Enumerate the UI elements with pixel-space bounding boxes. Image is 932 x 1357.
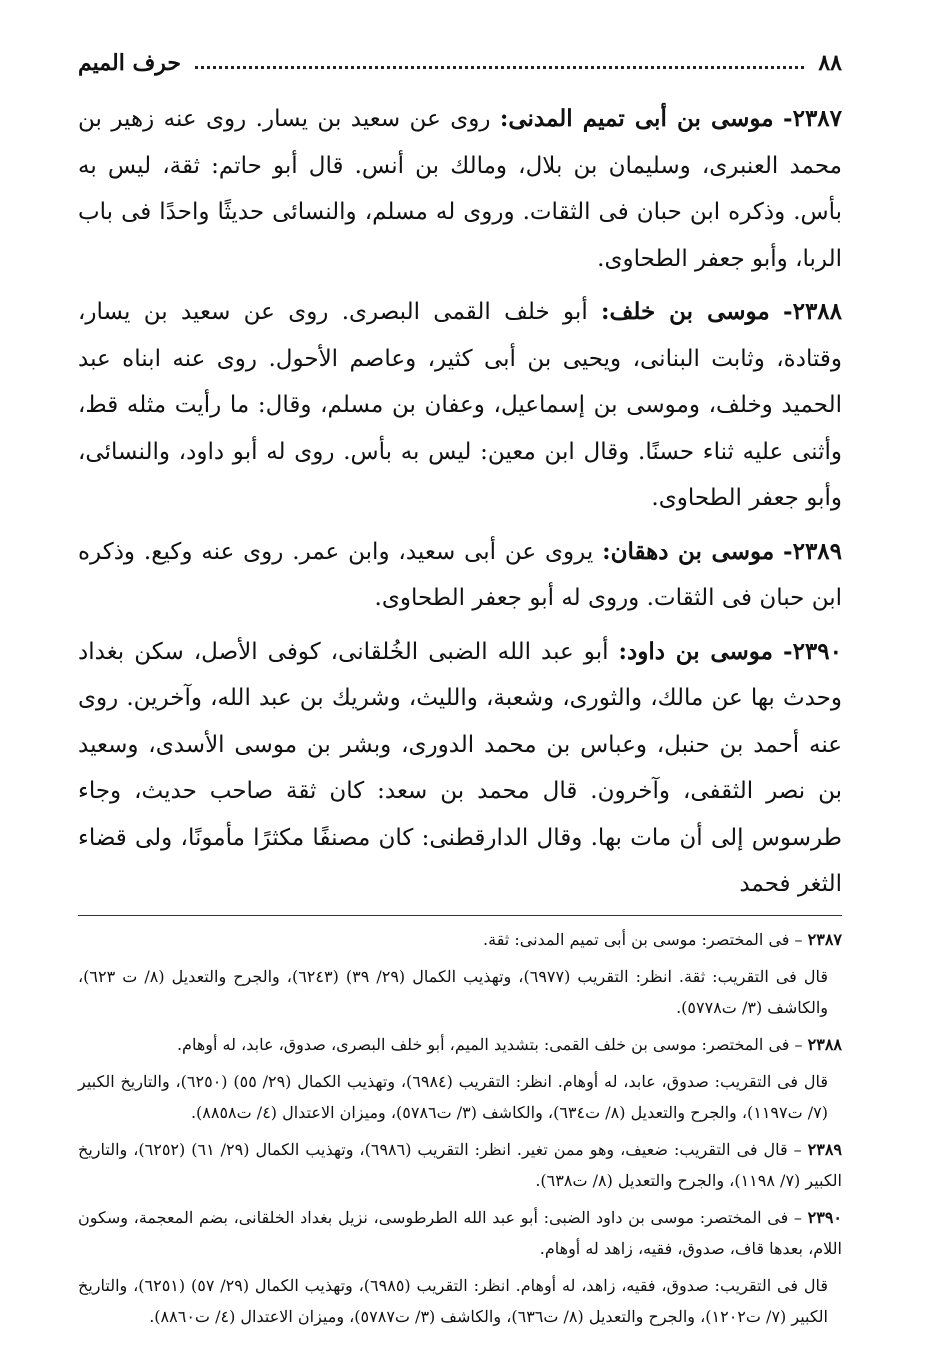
footnote-text: قال فى التقريب: ثقة. انظر: التقريب (٦٩٧٧)، وتهذيب الكمال (٢٩/ ٣٩) (٦٢٤٣)، والجرح والتعديل (٨/ ت ٦٢٣)، والكاشف (٣/ ت٥٧٧٨). — [78, 966, 829, 1017]
footnote-text: – فى المختصر: موسى بن خلف القمى: بتشديد الميم، أبو خلف البصرى، صدوق، عابد، له أوهام. — [176, 1034, 803, 1054]
footnote-2387 — [78, 924, 842, 955]
entries — [78, 96, 842, 908]
entry-2387 — [78, 96, 842, 282]
entry-headword: موسى بن خلف: — [601, 298, 770, 325]
footnote-2390-detail — [78, 1270, 842, 1332]
footnote-number: ٢٣٨٧ — [807, 929, 842, 949]
entry-number: ٢٣٨٩- — [783, 537, 843, 565]
page-number: ٨٨ — [818, 50, 842, 76]
entry-text: أبو عبد الله الضبى الخُلقانى، كوفى الأصل، سكن بغداد وحدث بها عن مالك، والثورى، وشعبة، والليث، وشريك بن عبد الله، وآخرين. روى عنه أحمد بن حنبل، وعباس بن محمد الدورى، وبشر بن موسى الأسدى، وسعيد بن نصر الثقفى، وآخرون. قال محمد بن سعد: كان ثقة صاحب حديث، وجاء طرسوس إلى أن مات بها. وقال الدارقطنى: كان مصنفًا مكثرًا مأمونًا، ولى قضاء الثغر فحمد — [78, 638, 842, 897]
section-title: حرف الميم — [78, 50, 182, 76]
footnote-text: – قال فى التقريب: ضعيف، وهو ممن تغير. انظر: التقريب (٦٩٨٦)، وتهذيب الكمال (٢٩/ ٦١) (٦٢٥٢)، والتاريخ الكبير (٧/ ١١٩٨)، والجرح والتعديل (٨/ ت٦٣٨). — [78, 1139, 842, 1190]
leader-dots — [195, 66, 804, 69]
running-head — [78, 40, 842, 82]
footnote-text: قال فى التقريب: صدوق، عابد، له أوهام. انظر: التقريب (٦٩٨٤)، وتهذيب الكمال (٢٩/ ٥٥) (٦٢٥٠)، والتاريخ الكبير (٧/ ت١١٩٧)، والجرح والتعديل (٨/ ت٦٣٤)، والكاشف (٣/ ت٥٧٨٦)، وميزان الاعتدال (٤/ ت٨٨٥٨). — [78, 1071, 829, 1122]
footnote-text: قال فى التقريب: صدوق، فقيه، زاهد، له أوهام. انظر: التقريب (٦٩٨٥)، وتهذيب الكمال (٢٩/ ٥٧) (٦٢٥١)، والتاريخ الكبير (٧/ ت١٢٠٢)، والجرح والتعديل (٨/ ت٦٣٦)، والكاشف (٣/ ت٥٧٨٧)، وميزان الاعتدال (٤/ ت٨٨٦٠). — [78, 1275, 828, 1326]
entry-headword: موسى بن داود: — [618, 637, 773, 665]
footnote-number: ٢٣٩٠ — [807, 1207, 842, 1227]
entry-2390 — [78, 629, 842, 908]
entry-2389 — [78, 529, 842, 622]
book-page — [78, 40, 842, 1340]
footnote-text: – فى المختصر: موسى بن داود الضبى: أبو عبد الله الطرطوسى، نزيل بغداد الخلقانى، بضم المعجمة، وسكون اللام، بعدها قاف، صدوق، فقيه، زاهد له أوهام. — [78, 1207, 842, 1258]
entry-text: روى عن سعيد بن يسار. روى عنه زهير بن محمد العنبرى، وسليمان بن بلال، ومالك بن أنس. قال أبو حاتم: ثقة، ليس به بأس. وذكره ابن حبان فى الثقات. وروى له مسلم، والنسائى حديثًا واحدًا فى باب الربا، وأبو جعفر الطحاوى. — [78, 106, 842, 272]
entry-headword: موسى بن دهقان: — [602, 537, 775, 565]
entry-2388 — [78, 289, 842, 522]
footnote-text: – فى المختصر: موسى بن أبى تميم المدنى: ثقة. — [483, 929, 803, 949]
entry-headword: موسى بن أبى تميم المدنى: — [499, 105, 774, 132]
footnote-number: ٢٣٨٨ — [807, 1034, 842, 1054]
footnote-2387-detail — [78, 961, 842, 1023]
entry-number: ٢٣٨٨- — [783, 298, 843, 325]
entry-number: ٢٣٩٠- — [783, 637, 842, 665]
footnotes — [78, 924, 842, 1332]
footnote-2388 — [78, 1029, 842, 1060]
footnote-2388-detail — [78, 1066, 842, 1128]
entry-number: ٢٣٨٧- — [783, 105, 843, 132]
footnote-number: ٢٣٨٩ — [807, 1139, 843, 1159]
footnote-2390 — [78, 1202, 842, 1264]
footnote-2389 — [78, 1134, 842, 1196]
footnote-divider — [78, 915, 842, 916]
entry-text: أبو خلف القمى البصرى. روى عن سعيد بن يسار، وقتادة، وثابت البنانى، ويحيى بن أبى كثير، وعاصم الأحول. روى عنه ابناه عبد الحميد وخلف، وموسى بن إسماعيل، وعفان بن مسلم، وقال: ما رأيت مثله قط، وأثنى عليه ثناء حسنًا. وقال ابن معين: ليس به بأس. روى له أبو داود، والنسائى، وأبو جعفر الطحاوى. — [78, 299, 843, 511]
entry-text: يروى عن أبى سعيد، وابن عمر. روى عنه وكيع. وذكره ابن حبان فى الثقات. وروى له أبو جعفر الطحاوى. — [78, 538, 842, 611]
